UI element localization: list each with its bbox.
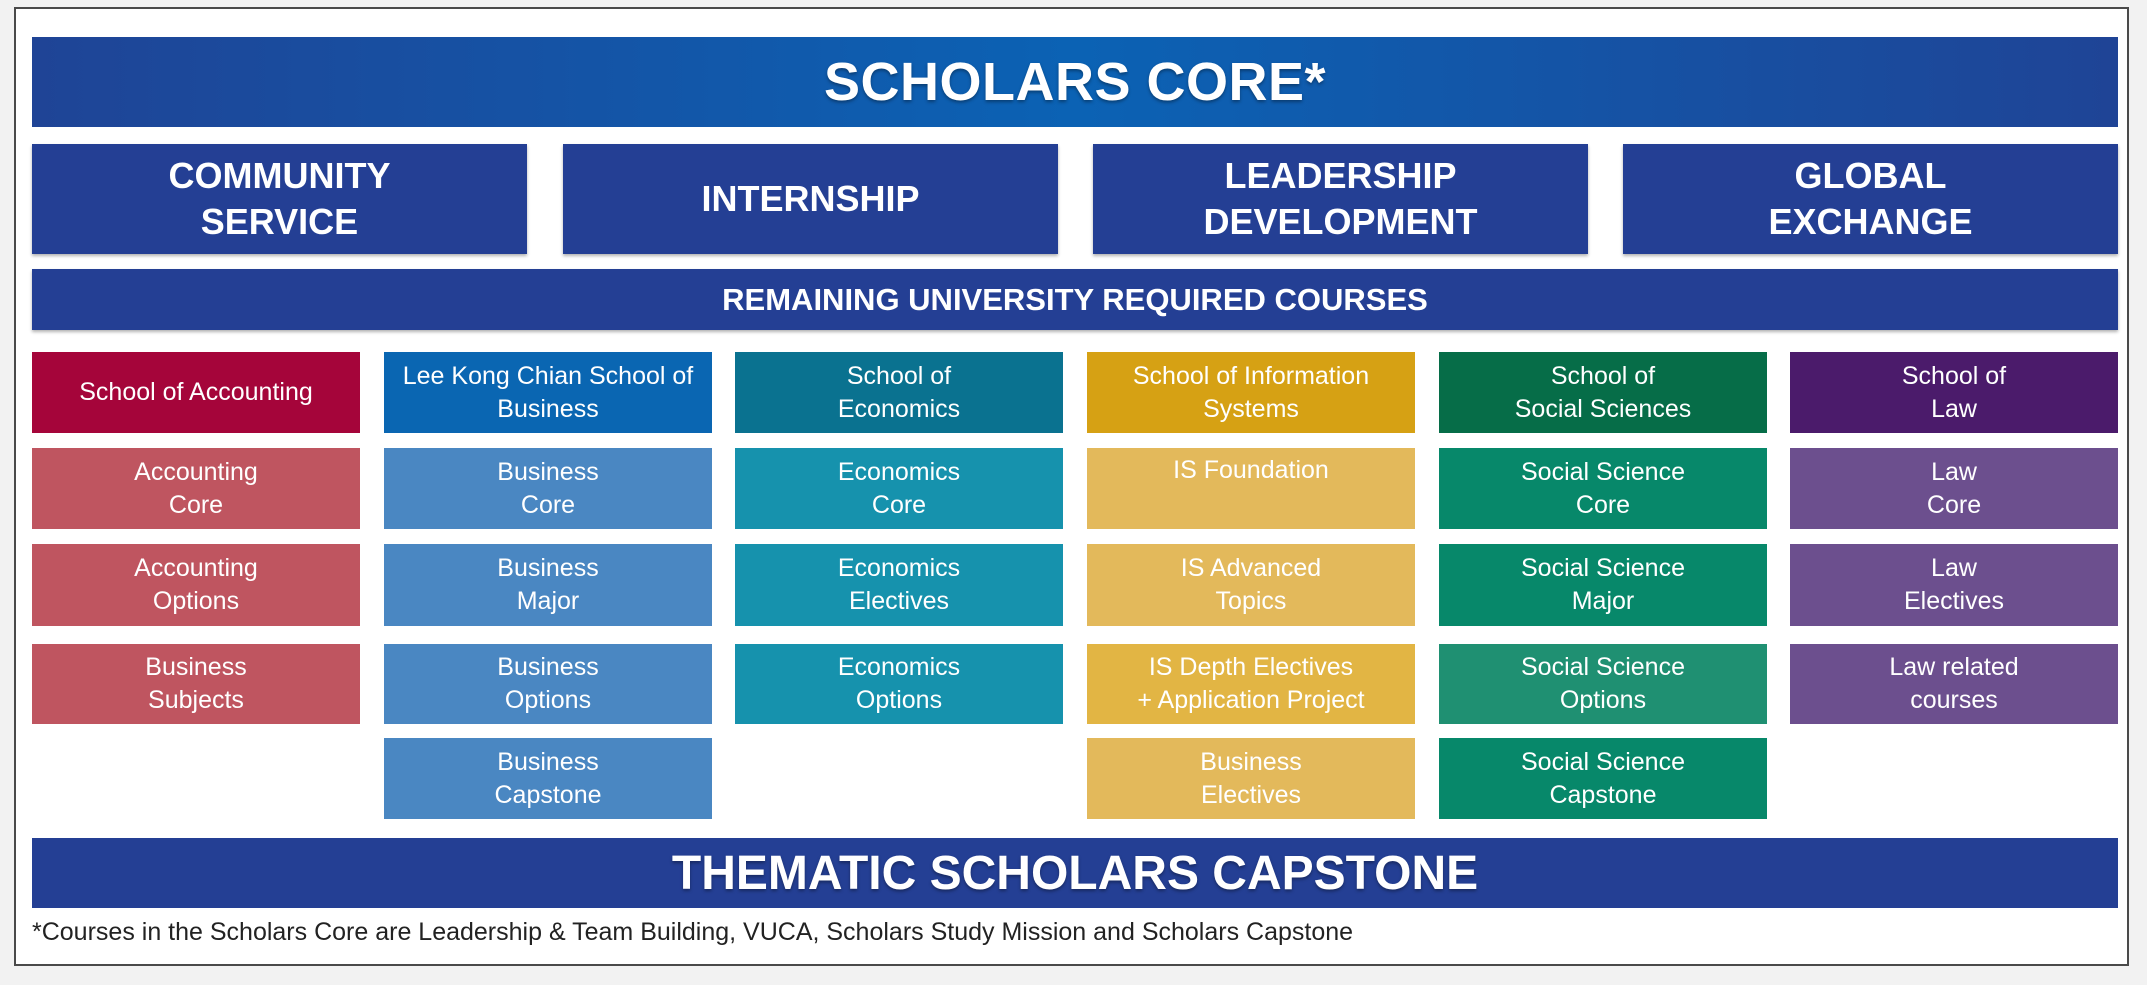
- course-box: Business Capstone: [384, 738, 712, 819]
- course-box: Economics Core: [735, 448, 1063, 529]
- course-box: IS Foundation: [1087, 448, 1415, 529]
- scholars-core-bar: SCHOLARS CORE*: [32, 37, 2118, 127]
- pillar-internship: INTERNSHIP: [563, 144, 1058, 254]
- course-box: Social Science Capstone: [1439, 738, 1767, 819]
- course-box: Social Science Options: [1439, 644, 1767, 724]
- footnote: *Courses in the Scholars Core are Leadership & Team Building, VUCA, Scholars Study Mission and Scholars Capstone: [32, 918, 1354, 946]
- course-box: IS Advanced Topics: [1087, 544, 1415, 626]
- school-header: School of Information Systems: [1087, 352, 1415, 433]
- course-box: Accounting Core: [32, 448, 360, 529]
- remaining-courses-bar: REMAINING UNIVERSITY REQUIRED COURSES: [32, 269, 2118, 330]
- course-box: Accounting Options: [32, 544, 360, 626]
- course-box: Business Options: [384, 644, 712, 724]
- course-box: Social Science Core: [1439, 448, 1767, 529]
- course-box: Economics Electives: [735, 544, 1063, 626]
- course-box: IS Depth Electives + Application Project: [1087, 644, 1415, 724]
- pillar-global-exchange: GLOBAL EXCHANGE: [1623, 144, 2118, 254]
- school-header: School of Social Sciences: [1439, 352, 1767, 433]
- pillar-leadership-development: LEADERSHIP DEVELOPMENT: [1093, 144, 1588, 254]
- course-box: Business Major: [384, 544, 712, 626]
- school-header: School of Accounting: [32, 352, 360, 433]
- course-box: Law Electives: [1790, 544, 2118, 626]
- course-box: Business Electives: [1087, 738, 1415, 819]
- course-box: Business Core: [384, 448, 712, 529]
- course-box: Law Core: [1790, 448, 2118, 529]
- school-header: School of Economics: [735, 352, 1063, 433]
- course-box: Social Science Major: [1439, 544, 1767, 626]
- course-box: Law related courses: [1790, 644, 2118, 724]
- school-header: School of Law: [1790, 352, 2118, 433]
- course-box: Business Subjects: [32, 644, 360, 724]
- pillar-community-service: COMMUNITY SERVICE: [32, 144, 527, 254]
- thematic-capstone-bar: THEMATIC SCHOLARS CAPSTONE: [32, 838, 2118, 908]
- school-header: Lee Kong Chian School of Business: [384, 352, 712, 433]
- course-box: Economics Options: [735, 644, 1063, 724]
